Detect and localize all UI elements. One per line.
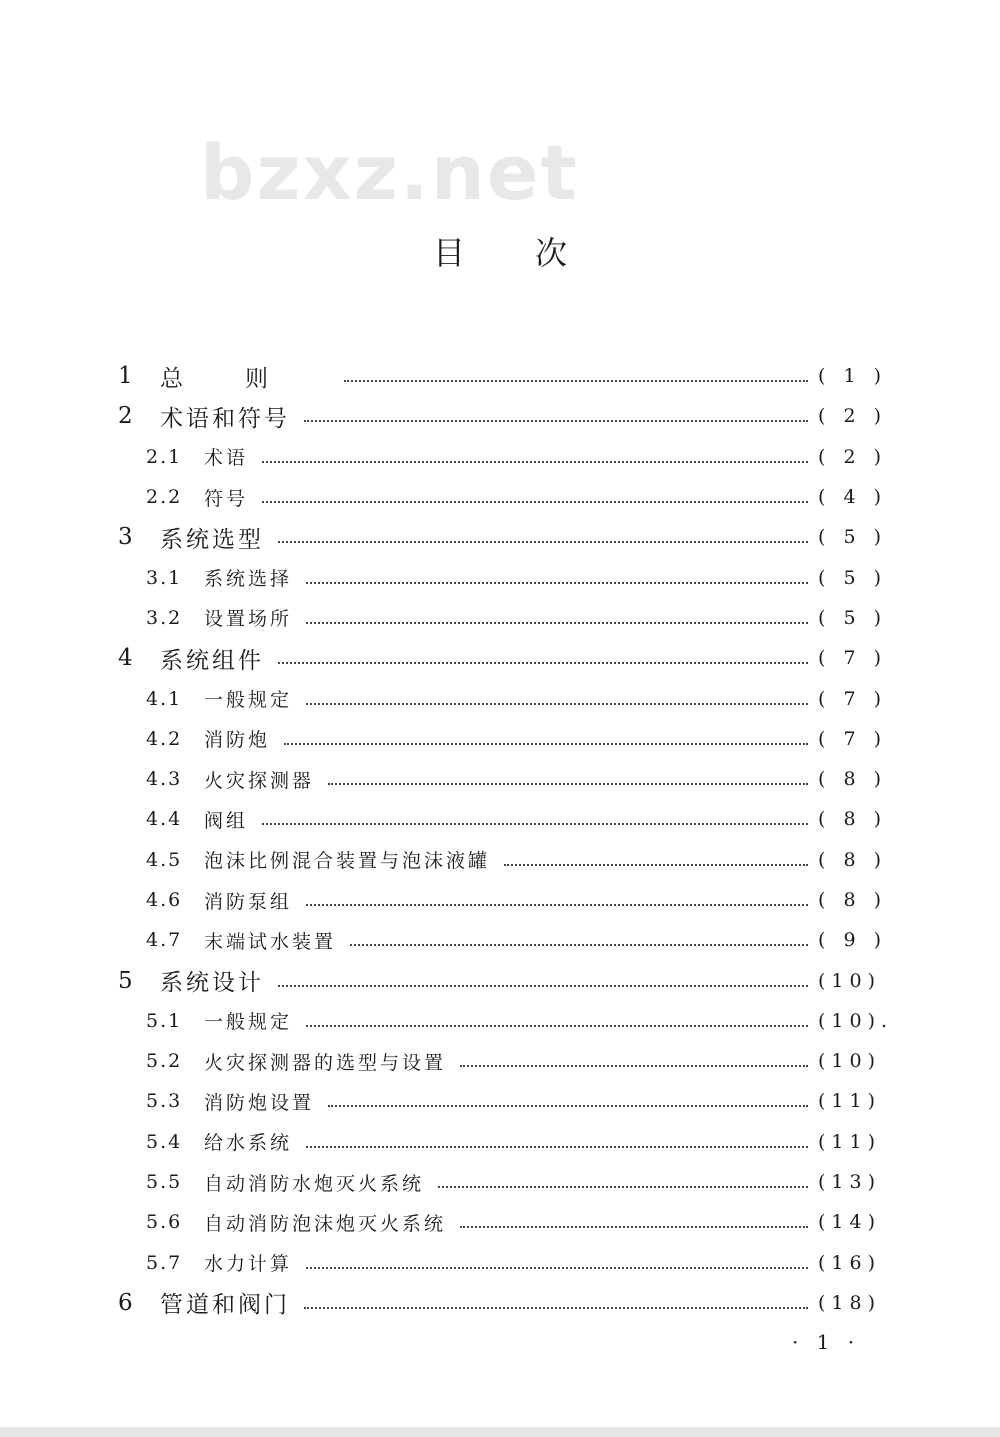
toc-entry-title: 火灾探测器的选型与设置: [204, 1051, 447, 1074]
toc-entry-number: 3.2: [146, 606, 183, 629]
dot-leader: [278, 983, 808, 987]
toc-entry-title: 自动消防泡沫炮灭火系统: [204, 1212, 447, 1235]
toc-entry-title: 系统选择: [204, 568, 293, 591]
dot-leader: [262, 821, 808, 825]
toc-entry-number: 2.1: [146, 445, 183, 468]
toc-entry-page: ( 4 ): [818, 486, 887, 509]
dot-leader: [460, 1224, 808, 1228]
watermark: bzxz.net: [200, 128, 579, 217]
toc-entry-title: 系统组件: [160, 647, 264, 674]
toc-entry[interactable]: [118, 678, 887, 718]
dot-leader: [304, 1305, 808, 1309]
dot-leader: [350, 942, 808, 946]
dot-leader: [306, 620, 808, 624]
toc-entry-title: 火灾探测器: [204, 769, 315, 792]
toc-entry-number: 4.5: [146, 848, 183, 871]
toc-entry-title: 术语: [204, 447, 249, 470]
toc-entry-page: ( 2 ): [818, 405, 887, 428]
toc-entry[interactable]: [118, 960, 882, 1000]
toc-entry-number: 5.1: [146, 1009, 183, 1032]
dot-leader: [306, 1023, 808, 1027]
toc-entry[interactable]: [118, 880, 887, 920]
page-title: 目次: [432, 234, 637, 272]
dot-leader: [460, 1063, 808, 1067]
dot-leader: [306, 1265, 808, 1269]
toc-entry-number: 2: [118, 403, 133, 430]
toc-entry-number: 5.6: [146, 1211, 183, 1234]
dot-leader: [328, 1103, 808, 1107]
toc-entry-number: 5.2: [146, 1050, 183, 1073]
toc-entry-page: (16): [818, 1251, 882, 1274]
page-number: · 1 ·: [792, 1330, 861, 1354]
toc-entry[interactable]: [118, 719, 887, 759]
toc-entry-title: 符号: [204, 487, 249, 510]
toc-entry[interactable]: [118, 1041, 882, 1081]
toc-entry[interactable]: [118, 1081, 882, 1121]
toc-entry-title: 自动消防水炮灭火系统: [204, 1172, 425, 1195]
dot-leader: [438, 1184, 808, 1188]
dot-leader: [304, 418, 808, 422]
toc-entry-page: ( 9 ): [818, 929, 887, 952]
toc-entry-title: 消防炮: [204, 729, 271, 752]
toc-entry-number: 1: [118, 363, 133, 390]
toc-entry-page: ( 7 ): [818, 687, 887, 710]
toc-entry-title: 一般规定: [204, 689, 293, 712]
toc-entry-page: ( 5 ): [818, 566, 887, 589]
toc-entry-page: ( 8 ): [818, 848, 887, 871]
toc-entry-number: 5.3: [146, 1090, 183, 1113]
toc-entry[interactable]: [118, 1122, 882, 1162]
toc-entry[interactable]: [118, 1202, 882, 1242]
table-of-contents: [118, 356, 894, 1323]
toc-entry[interactable]: [118, 356, 887, 396]
toc-entry-title: 总则: [160, 365, 330, 392]
toc-entry[interactable]: [118, 598, 887, 638]
toc-entry-page: ( 1 ): [818, 365, 887, 388]
toc-entry-title: 术语和符号: [160, 405, 290, 432]
toc-entry-page: (18): [818, 1291, 882, 1314]
dot-leader: [262, 499, 808, 503]
toc-entry-page: ( 8 ): [818, 808, 887, 831]
toc-entry-title: 末端试水装置: [204, 930, 337, 953]
toc-entry-number: 5.5: [146, 1171, 183, 1194]
toc-entry[interactable]: [118, 920, 887, 960]
toc-entry-page: (10).: [818, 1009, 894, 1032]
toc-entry-page: (10): [818, 969, 882, 992]
toc-entry-title: 泡沫比例混合装置与泡沫液罐: [204, 850, 491, 873]
toc-entry-page: (13): [818, 1171, 882, 1194]
toc-entry[interactable]: [118, 1162, 882, 1202]
toc-entry[interactable]: [118, 557, 887, 597]
dot-leader: [306, 902, 808, 906]
toc-entry-title: 设置场所: [204, 608, 293, 631]
toc-entry-number: 4.6: [146, 889, 183, 911]
dot-leader: [306, 580, 808, 584]
toc-entry-number: 4: [118, 645, 133, 672]
toc-entry-number: 4.2: [146, 727, 183, 750]
dot-leader: [278, 660, 808, 664]
toc-entry-title: 阀组: [204, 809, 249, 832]
toc-entry-title: 给水系统: [204, 1132, 293, 1155]
toc-entry[interactable]: [118, 477, 887, 517]
toc-entry[interactable]: [118, 437, 887, 477]
toc-entry-page: ( 7 ): [818, 727, 887, 750]
toc-entry-page: (11): [818, 1090, 882, 1113]
toc-entry-title: 消防炮设置: [204, 1091, 315, 1114]
toc-entry[interactable]: [118, 638, 887, 678]
toc-entry-title: 消防泵组: [204, 890, 293, 913]
toc-entry-number: 6: [118, 1289, 133, 1316]
toc-entry-number: 4.1: [146, 687, 183, 710]
dot-leader: [328, 781, 808, 785]
toc-entry-title: 管道和阀门: [160, 1292, 290, 1319]
toc-entry-number: 5.7: [146, 1251, 183, 1274]
toc-entry-number: 4.3: [146, 768, 183, 791]
toc-entry-title: 水力计算: [204, 1253, 293, 1276]
toc-entry[interactable]: [118, 517, 887, 557]
toc-entry-page: ( 2 ): [818, 445, 887, 468]
toc-entry-page: ( 8 ): [818, 768, 887, 791]
page-edge: [0, 1427, 1000, 1437]
toc-entry-number: 5.4: [146, 1130, 183, 1153]
toc-entry-page: ( 8 ): [818, 889, 887, 911]
toc-entry-page: ( 7 ): [818, 647, 887, 670]
toc-entry-number: 4.7: [146, 929, 183, 952]
toc-entry[interactable]: [118, 759, 887, 799]
toc-entry-number: 5: [118, 967, 133, 994]
toc-entry-number: 3.1: [146, 566, 183, 589]
toc-entry[interactable]: [118, 1001, 894, 1041]
dot-leader: [278, 539, 808, 543]
toc-entry[interactable]: [118, 396, 887, 436]
toc-entry-page: (14): [818, 1211, 882, 1234]
dot-leader: [306, 1144, 808, 1148]
toc-entry[interactable]: [118, 1243, 882, 1283]
toc-entry[interactable]: [118, 1283, 882, 1323]
dot-leader: [344, 378, 808, 382]
toc-entry[interactable]: [118, 840, 887, 880]
toc-entry-title: 系统设计: [160, 970, 264, 997]
toc-entry-title: 系统选型: [160, 526, 264, 553]
toc-entry-number: 4.4: [146, 808, 183, 831]
dot-leader: [262, 459, 808, 463]
toc-entry-title: 一般规定: [204, 1011, 293, 1034]
dot-leader: [284, 741, 808, 745]
toc-entry-page: (11): [818, 1130, 882, 1153]
dot-leader: [504, 862, 808, 866]
toc-entry-page: (10): [818, 1050, 882, 1073]
toc-entry-page: ( 5 ): [818, 606, 887, 629]
toc-entry[interactable]: [118, 799, 887, 839]
toc-entry-page: ( 5 ): [818, 526, 887, 549]
dot-leader: [306, 701, 808, 705]
toc-entry-number: 2.2: [146, 486, 183, 509]
toc-entry-number: 3: [118, 524, 133, 551]
